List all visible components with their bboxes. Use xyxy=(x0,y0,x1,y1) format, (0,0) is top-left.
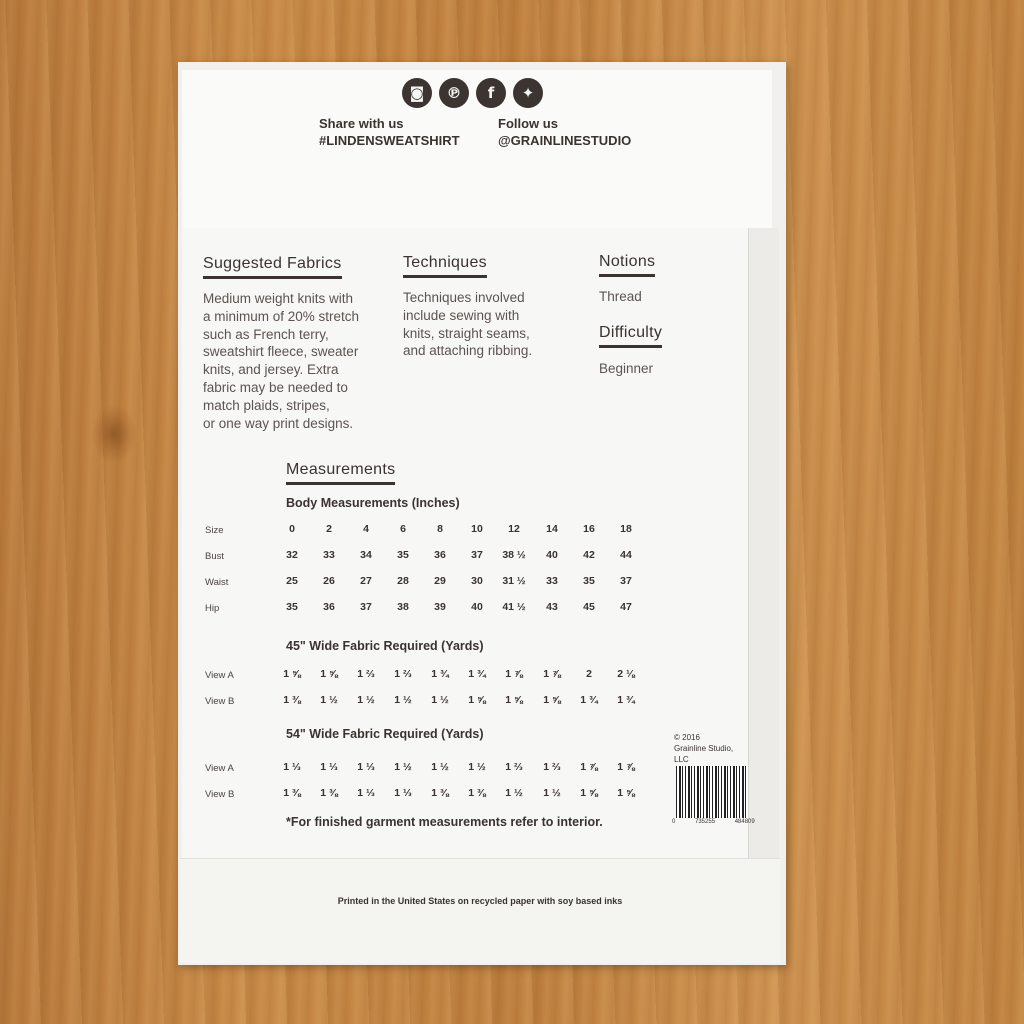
table-cell: 1 ⅞ xyxy=(543,668,561,680)
table-cell: 35 xyxy=(286,601,298,613)
table-cell: 1 ⅓ xyxy=(283,761,301,773)
follow-handle: @GRAINLINESTUDIO xyxy=(498,133,632,148)
fabrics-line: Medium weight knits with xyxy=(203,291,354,306)
table-cell: 1 ⅔ xyxy=(543,761,561,773)
table-cell: 14 xyxy=(546,523,558,535)
insert-edge xyxy=(748,228,779,858)
row-label: Waist xyxy=(205,577,229,588)
facebook-icon: f xyxy=(476,78,506,108)
table-cell: 27 xyxy=(360,575,372,587)
table-cell: 1 ⅝ xyxy=(468,694,486,706)
printed-notice: Printed in the United States on recycled paper with soy based inks xyxy=(337,896,623,906)
envelope-front-panel xyxy=(180,858,780,963)
difficulty-value: Beginner xyxy=(599,361,654,376)
table-cell: 2 xyxy=(326,523,332,535)
share-text xyxy=(319,115,460,149)
table-cell: 1 ½ xyxy=(320,694,338,706)
social-icons xyxy=(402,78,543,108)
table-cell: 45 xyxy=(583,601,595,613)
notions-heading: Notions xyxy=(599,253,655,277)
table-cell: 1 ¾ xyxy=(580,694,598,706)
barcode xyxy=(676,766,748,818)
finished-measurements-note: *For finished garment measurements refer to interior. xyxy=(286,815,603,829)
table-cell: 10 xyxy=(471,523,483,535)
share-hashtag: #LINDENSWEATSHIRT xyxy=(319,133,460,148)
table-cell: 32 xyxy=(286,549,298,561)
table-cell: 43 xyxy=(546,601,558,613)
table-cell: 1 ⅞ xyxy=(505,668,523,680)
table-cell: 1 ⅔ xyxy=(505,761,523,773)
row-label: View A xyxy=(205,670,234,681)
table-cell: 40 xyxy=(546,549,558,561)
table-cell: 1 ⅓ xyxy=(357,761,375,773)
table-cell: 1 ⅓ xyxy=(357,787,375,799)
table-cell: 34 xyxy=(360,549,372,561)
copyright-line: LLC xyxy=(674,755,689,764)
table-cell: 1 ½ xyxy=(394,694,412,706)
measurements-heading: Measurements xyxy=(286,461,395,485)
table-cell: 38 xyxy=(397,601,409,613)
barcode-number: 0 735255 484809 xyxy=(672,819,755,825)
wood-knot xyxy=(92,405,136,463)
table-cell: 1 ½ xyxy=(431,694,449,706)
fabrics-heading: Suggested Fabrics xyxy=(203,255,342,279)
fabrics-line: a minimum of 20% stretch xyxy=(203,308,360,324)
techniques-heading: Techniques xyxy=(403,254,487,278)
table-cell: 26 xyxy=(323,575,335,587)
table-cell: 33 xyxy=(546,575,558,587)
table-cell: 30 xyxy=(471,575,483,587)
table-cell: 1 ⅜ xyxy=(283,787,301,799)
body-measurements-title: Body Measurements (Inches) xyxy=(286,496,460,510)
fabric-54-title: 54" Wide Fabric Required (Yards) xyxy=(286,727,484,741)
table-cell: 1 ⅜ xyxy=(283,694,301,706)
fabrics-line: such as French terry, xyxy=(203,326,329,342)
copyright-line: © 2016 xyxy=(674,733,700,742)
fabrics-line: match plaids, stripes, xyxy=(203,397,330,413)
table-cell: 8 xyxy=(437,523,443,535)
table-cell: 39 xyxy=(434,601,446,613)
table-cell: 1 ⅜ xyxy=(431,787,449,799)
table-cell: 44 xyxy=(620,549,632,561)
table-cell: 1 ¾ xyxy=(431,668,449,680)
fabrics-line: sweatshirt fleece, sweater xyxy=(203,344,359,360)
techniques-line: knits, straight seams, xyxy=(403,325,530,341)
table-cell: 25 xyxy=(286,575,298,587)
table-cell: 4 xyxy=(363,523,369,535)
row-label: Bust xyxy=(205,551,225,562)
table-cell: 38 ½ xyxy=(502,549,526,561)
table-cell: 1 ⅓ xyxy=(320,761,338,773)
table-cell: 2 xyxy=(586,668,592,680)
table-cell: 1 ¾ xyxy=(617,694,635,706)
table-cell: 36 xyxy=(434,549,446,561)
fabrics-line: or one way print designs. xyxy=(203,415,354,431)
fabrics-line: knits, and jersey. Extra xyxy=(203,362,339,378)
table-cell: 2 ⅛ xyxy=(617,668,635,680)
techniques-line: and attaching ribbing. xyxy=(403,343,533,359)
table-cell: 47 xyxy=(620,601,632,613)
copyright-line: Grainline Studio, xyxy=(674,744,734,753)
share-line-1: Share with us xyxy=(319,116,404,131)
table-cell: 1 ¾ xyxy=(468,668,486,680)
table-cell: 6 xyxy=(400,523,406,535)
table-cell: 1 ⅓ xyxy=(394,787,412,799)
table-cell: 1 ½ xyxy=(505,787,523,799)
table-cell: 1 ⅞ xyxy=(617,761,635,773)
fabrics-line: fabric may be needed to xyxy=(203,379,348,395)
table-cell: 1 ⅝ xyxy=(580,787,598,799)
table-cell: 1 ½ xyxy=(431,761,449,773)
table-cell: 1 ½ xyxy=(394,761,412,773)
table-cell: 35 xyxy=(583,575,595,587)
table-cell: 37 xyxy=(471,549,483,561)
fabrics-text xyxy=(203,290,359,432)
row-label: View B xyxy=(205,696,235,707)
table-cell: 1 ⅝ xyxy=(543,694,561,706)
table-cell: 1 ⅔ xyxy=(394,668,412,680)
table-cell: 1 ⅞ xyxy=(580,761,598,773)
table-cell: 28 xyxy=(397,575,409,587)
table-cell: 31 ½ xyxy=(502,575,526,587)
table-cell: 1 ⅜ xyxy=(468,787,486,799)
table-cell: 0 xyxy=(289,523,295,535)
pinterest-icon: ℗ xyxy=(439,78,469,108)
row-label: Size xyxy=(205,525,224,536)
row-label: View A xyxy=(205,763,234,774)
table-cell: 41 ½ xyxy=(502,601,526,613)
table-cell: 37 xyxy=(620,575,632,587)
table-cell: 33 xyxy=(323,549,335,561)
instagram-icon: ◙ xyxy=(402,78,432,108)
notions-value: Thread xyxy=(599,289,642,304)
follow-text xyxy=(498,115,631,149)
table-cell: 1 ½ xyxy=(357,694,375,706)
table-cell: 1 ⅝ xyxy=(320,668,338,680)
techniques-text xyxy=(403,289,532,360)
table-cell: 1 ⅔ xyxy=(357,668,375,680)
row-label: View B xyxy=(205,789,235,800)
table-cell: 16 xyxy=(583,523,595,535)
difficulty-heading: Difficulty xyxy=(599,324,662,348)
table-cell: 35 xyxy=(397,549,409,561)
table-cell: 36 xyxy=(323,601,335,613)
table-cell: 1 ⅝ xyxy=(505,694,523,706)
table-cell: 40 xyxy=(471,601,483,613)
table-cell: 18 xyxy=(620,523,632,535)
table-cell: 12 xyxy=(508,523,520,535)
techniques-line: include sewing with xyxy=(403,307,520,323)
table-cell: 1 ⅜ xyxy=(320,787,338,799)
table-cell: 1 ⅝ xyxy=(283,668,301,680)
row-label: Hip xyxy=(205,603,220,614)
table-cell: 1 ½ xyxy=(468,761,486,773)
table-cell: 37 xyxy=(360,601,372,613)
table-cell: 29 xyxy=(434,575,446,587)
fabric-45-title: 45" Wide Fabric Required (Yards) xyxy=(286,639,484,653)
techniques-line: Techniques involved xyxy=(403,290,525,305)
table-cell: 42 xyxy=(583,549,595,561)
twitter-icon: ✦ xyxy=(513,78,543,108)
table-cell: 1 ½ xyxy=(543,787,561,799)
follow-line-1: Follow us xyxy=(498,116,558,131)
copyright xyxy=(674,732,733,765)
table-cell: 1 ⅝ xyxy=(617,787,635,799)
